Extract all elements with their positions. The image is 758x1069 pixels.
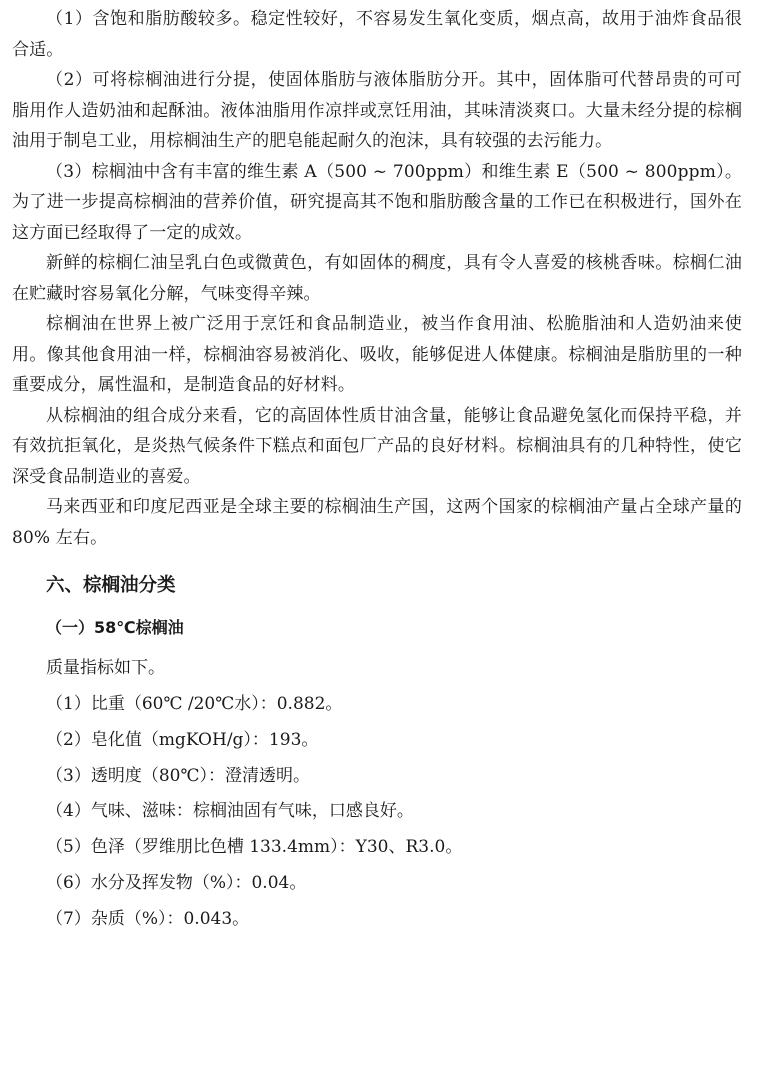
spec-item-transparency: （3）透明度（80℃）：澄清透明。 — [46, 765, 310, 786]
paragraph-vitamins: （3）棕榈油中含有丰富的维生素 A（500 ~ 700ppm）和维生素 E（500 ~ 800ppm）。为了进一步提高棕榈油的营养价值，研究提高其不饱和脂肪酸含量的工作已在积极进行，国外在这方面已经取得了一定的成效。 — [12, 161, 742, 243]
spec-item-moisture: （6）水分及挥发物（%）：0.04。 — [46, 872, 307, 893]
spec-item-specific-gravity: （1）比重（60℃ /20℃水）：0.882。 — [46, 694, 343, 714]
paragraph-composition: 从棕榈油的组合成分来看，它的高固体性质甘油含量，能够让食品避免氢化而保持平稳，并有效抗拒氧化，是炎热气候条件下糕点和面包厂产品的良好材料。棕榈油具有的几种特性，使它深受食品制造业的喜爱。 — [12, 405, 742, 487]
body-text — [12, 4, 742, 553]
paragraph-fractionation: （2）可将棕榈油进行分提，使固体脂肪与液体脂肪分开。其中，固体脂可代替昂贵的可可脂用作人造奶油和起酥油。液体油脂用作凉拌或烹饪用油，其味清淡爽口。大量未经分提的棕榈油用于制皂工业，用棕榈油生产的肥皂能起耐久的泡沫，具有较强的去污能力。 — [12, 70, 742, 151]
spec-list — [12, 687, 742, 938]
spec-item-impurity: （7）杂质（%）：0.043。 — [46, 908, 250, 929]
spec-item-odor-taste: （4）气味、滋味：棕榈油固有气味，口感良好。 — [46, 801, 414, 822]
subsection-heading: （一）58℃棕榈油 — [46, 618, 184, 637]
section-heading: 六、棕榈油分类 — [46, 575, 176, 596]
paragraph-food-use: 棕榈油在世界上被广泛用于烹饪和食品制造业，被当作食用油、松脆脂油和人造奶油来使用。像其他食用油一样，棕榈油容易被消化、吸收，能够促进人体健康。棕榈油是脂肪里的一种重要成分，属性温和，是制造食品的好材料。 — [12, 314, 742, 395]
spec-intro-text: 质量指标如下。 — [46, 658, 165, 678]
paragraph-kernel-oil: 新鲜的棕榈仁油呈乳白色或微黄色，有如固体的稠度，具有令人喜爱的核桃香味。棕榈仁油在贮藏时容易氧化分解，气味变得辛辣。 — [12, 253, 742, 304]
paragraph-producers: 马来西亚和印度尼西亚是全球主要的棕榈油生产国，这两个国家的棕榈油产量占全球产量的 80% 左右。 — [12, 497, 742, 548]
paragraph-saturated-fat: （1）含饱和脂肪酸较多。稳定性较好，不容易发生氧化变质，烟点高，故用于油炸食品很合适。 — [12, 9, 742, 60]
spec-item-color: （5）色泽（罗维朋比色槽 133.4mm）：Y30、R3.0。 — [46, 837, 463, 858]
spec-item-saponification: （2）皂化值（mgKOH/g）：193。 — [46, 729, 319, 750]
